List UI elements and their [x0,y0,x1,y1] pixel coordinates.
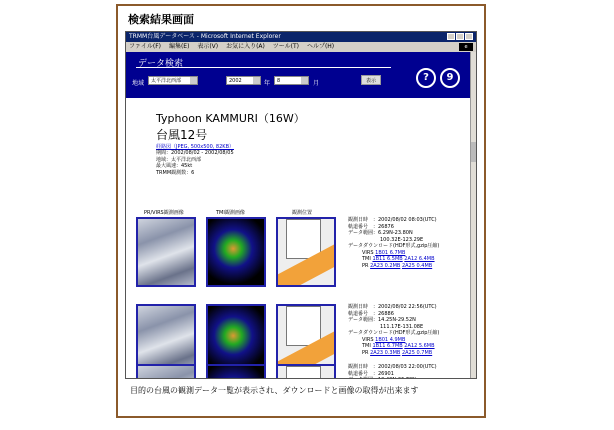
menu-help[interactable]: ヘルプ(H) [306,43,335,50]
location-map[interactable] [276,364,336,378]
observation-info [348,364,463,378]
storm-trmm-count: TRMM観測数：6 [156,169,195,176]
storm-summary [156,110,305,176]
scrollbar-thumb[interactable] [471,142,476,162]
column-header-tmi: TMI観測画像 [216,210,245,216]
vertical-scrollbar[interactable] [470,52,476,378]
observation-row [136,217,461,297]
pr-2a23-link[interactable]: 2A23 0.2MB [370,262,401,269]
pr-virs-image[interactable] [136,364,196,378]
close-icon[interactable] [465,33,473,40]
menu-bar [126,42,476,52]
location-map[interactable] [276,217,336,287]
month-label: 月 [313,80,320,87]
menu-favorites[interactable]: お気に入り(A) [226,43,265,50]
obs-range: データ範囲：14.25N-29.52N [348,317,416,323]
window-title: TRMM台風データベース - Microsoft Internet Explorer [129,33,281,40]
obs-orbit: 軌道番号 ：26901 [348,370,394,377]
pr-virs-image[interactable] [136,217,196,287]
obs-time: 観測日時 ：2002/08/02 22:56(UTC) [348,304,437,310]
obs-range [348,377,463,378]
observation-info [348,304,463,356]
ie-logo-icon: e [459,43,473,51]
storm-region: 地域：太平洋北西部 [156,156,202,163]
figure-frame [116,4,486,418]
obs-range-lon: 111.17E-131.08E [380,323,424,330]
obs-orbit: 軌道番号 ：26876 [348,223,394,230]
pr-2a25-link[interactable]: 2A25 0.4MB [401,262,433,269]
column-header-pr-virs: PR/VIRS観測画像 [144,210,184,216]
tmi-label: TMI [362,256,371,262]
tmi-label: TMI [362,343,371,349]
virs-download-link[interactable]: 1B01 6.7MB [375,249,406,256]
search-banner [126,52,471,98]
storm-name-jp: 台風12号 [156,128,208,142]
window-titlebar [126,32,476,42]
obs-time: 観測日時 ：2002/08/03 22:00(UTC) [348,364,437,370]
obs-range-lon: 100.32E-123.29E [380,236,424,243]
page-content [126,52,471,378]
pr-label: PR [362,349,369,356]
month-select[interactable]: 8 [274,76,309,85]
area-label: 地域 [132,80,145,87]
pr-2a23-link[interactable]: 2A23 0.3MB [370,349,401,356]
banner-divider [136,67,391,68]
home-icon[interactable]: 9 [440,68,460,88]
tmi-2a12-link[interactable]: 2A12 5.6MB [404,343,435,349]
tmi-1b11-link[interactable]: 1B11 6.7MB [372,343,403,349]
pr-label: PR [362,262,369,269]
search-title: データ検索 [138,59,184,69]
area-select[interactable]: 太平洋北西部 [148,76,198,85]
year-label: 年 [264,80,271,87]
obs-orbit: 軌道番号 ：26886 [348,310,394,317]
tmi-image[interactable] [206,364,266,378]
observation-row [136,364,461,378]
column-header-location: 観測位置 [292,210,313,216]
obs-time: 観測日時 ：2002/08/02 08:03(UTC) [348,217,437,223]
land-shape [286,366,321,378]
menu-edit[interactable]: 編集(E) [168,43,190,50]
download-heading: データダウンロード(HDF形式,gzip圧縮) [348,243,440,249]
storm-period: 期間：2002/08/02 - 2002/08/05 [156,150,234,156]
tmi-1b11-link[interactable]: 1B11 6.5MB [372,256,403,262]
storm-max-wind: 最大風速：45kt [156,163,193,169]
track-map-link[interactable]: 経路図（JPEG, 500x500, 82KB） [156,144,234,150]
year-select[interactable]: 2002 [226,76,261,85]
virs-download-link[interactable]: 1B01 4.9MB [375,336,406,343]
figure-heading: 検索結果画面 [128,13,194,26]
menu-view[interactable]: 表示(V) [197,43,219,50]
virs-label: VIRS [362,336,374,343]
menu-tools[interactable]: ツール(T) [272,43,300,50]
obs-range: データ範囲：6.29N-23.80N [348,230,413,236]
menu-file[interactable]: ファイル(F) [129,43,162,50]
virs-label: VIRS [362,249,374,256]
download-heading: データダウンロード(HDF形式,gzip圧縮) [348,330,440,336]
minimize-icon[interactable] [447,33,455,40]
pr-2a25-link[interactable]: 2A25 0.7MB [401,349,433,356]
browser-window [125,31,477,379]
show-button[interactable]: 表示 [361,75,381,85]
storm-name-en: Typhoon KAMMURI（16W） [156,112,305,125]
observation-info [348,217,463,269]
figure-caption: 目的の台風の観測データ一覧が表示され、ダウンロードと画像の取得が出来ます [130,386,419,395]
help-icon[interactable]: ? [416,68,436,88]
tmi-2a12-link[interactable]: 2A12 6.4MB [404,256,435,262]
maximize-icon[interactable] [456,33,464,40]
tmi-image[interactable] [206,217,266,287]
